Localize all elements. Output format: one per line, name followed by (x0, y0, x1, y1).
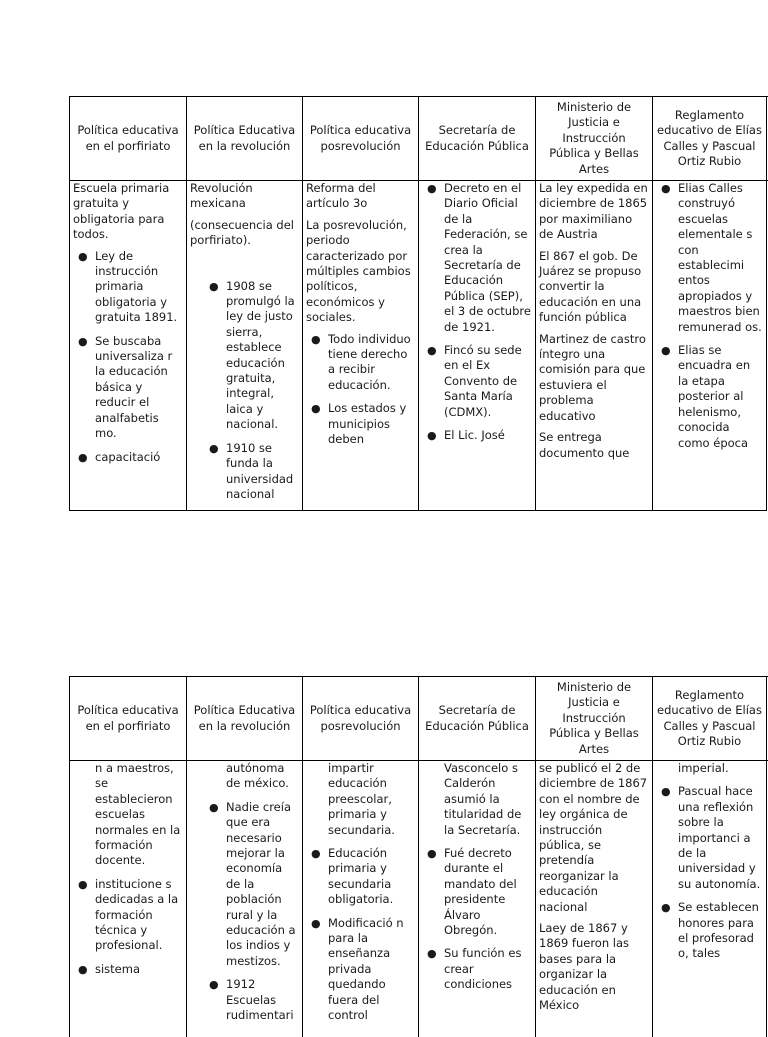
bullet-list (73, 761, 183, 977)
bullet-list (422, 181, 532, 444)
bullet-item: ● Fué decreto durante el mandato del presidente Álvaro Obregón. (444, 846, 532, 938)
cell-text: Revolución mexicana (190, 181, 253, 211)
cell-text: Escuela primaria gratuita y obligatoria para todos. (73, 181, 170, 242)
cell-sep (419, 181, 536, 511)
cell-text: imperial. (678, 761, 729, 775)
header-sep: Secretaría de Educación Pública (419, 97, 536, 180)
header-ministerio: Ministerio de Justicia e Instrucción Pública y Bellas Artes (536, 97, 653, 180)
bullet-item-continued (444, 761, 532, 838)
bullet-item: ● 1910 se funda la universidad nacional (226, 441, 299, 503)
header-reglamento: Reglamento educativo de Elías Calles y Pascual Ortiz Rubio (653, 97, 767, 180)
cell-text: n a maestros, se establecieron escuelas normales en la formación docente. (95, 761, 181, 868)
bullet-item: ● Educación primaria y secundaria obligatoria. (328, 846, 415, 908)
table-page-2 (69, 676, 768, 1037)
cell-text: Reforma del artículo 3o (306, 181, 376, 211)
bullet-item: ● Elias Calles construyó escuelas elementale s con establecimi entos apropiados y maestros bien remunerad os. (678, 181, 763, 335)
bullet-item: ● Modificació n para la enseñanza privada quedando fuera del control (328, 916, 415, 1024)
bullet-item: ● capacitació (95, 450, 183, 465)
bullet-item: ● Fincó su sede en el Ex Convento de Santa María (CDMX). (444, 343, 532, 420)
cell-text: El 867 el gob. De Juárez se propuso convertir la educación en una función pública (539, 248, 642, 325)
table-body-row (70, 761, 768, 1037)
bullet-list (190, 761, 299, 1024)
cell-text: La ley expedida en diciembre de 1865 por maximiliano de Austria (539, 181, 648, 242)
bullet-item: ● sistema (95, 962, 183, 977)
bullet-item: ● Se buscaba universaliza r la educación básica y reducir el analfabetis mo. (95, 334, 183, 442)
header-revolucion: Política Educativa en la revolución (187, 97, 303, 180)
bullet-item: ● Todo individuo tiene derecho a recibir educación. (328, 332, 415, 394)
bullet-item: ● El Lic. José (444, 428, 532, 443)
cell-porfiriato (70, 181, 187, 511)
header-ministerio: Ministerio de Justicia e Instrucción Pública y Bellas Artes (536, 677, 653, 760)
bullet-list (656, 181, 763, 451)
cell-ministerio (536, 761, 653, 1037)
cell-text: Se entrega documento que (539, 430, 630, 460)
table-header-row (70, 97, 768, 181)
table-header-row (70, 677, 768, 761)
bullet-item: ● Ley de instrucción primaria obligatoria y gratuita 1891. (95, 249, 183, 326)
bullet-list (73, 249, 183, 465)
cell-text: Laey de 1867 y 1869 fueron las bases para la organizar la educación en México (539, 921, 630, 1013)
header-porfiriato: Política educativa en el porfiriato (70, 97, 187, 180)
cell-reglamento (653, 761, 767, 1037)
cell-text: (consecuencia del porfiriato). (190, 217, 294, 248)
bullet-item: ● Nadie creía que era necesario mejorar la economía de la población rural y la educación a los indios y mestizos. (226, 800, 299, 969)
bullet-item: ● Se establecen honores para el profesorad o, tales (678, 900, 763, 962)
bullet-item: ● 1912 Escuelas rudimentari (226, 977, 299, 1023)
cell-revolucion (187, 761, 303, 1037)
bullet-list (306, 761, 415, 1024)
bullet-item-continued (328, 761, 415, 838)
bullet-list (190, 279, 299, 503)
bullet-item: ● Decreto en el Diario Oficial de la Federación, se crea la Secretaría de Educación Pública (SEP), el 3 de octubre de 1921. (444, 181, 532, 335)
bullet-item: ● Pascual hace una reflexión sobre la importanci a de la universidad y su autonomía. (678, 784, 763, 892)
cell-sep (419, 761, 536, 1037)
cell-text: Martinez de castro íntegro una comisión para que estuviera el problema educativo (539, 331, 646, 423)
bullet-list (422, 761, 532, 993)
header-sep: Secretaría de Educación Pública (419, 677, 536, 760)
header-reglamento: Reglamento educativo de Elías Calles y Pascual Ortiz Rubio (653, 677, 767, 760)
bullet-item: ● institucione s dedicadas a la formación técnica y profesional. (95, 877, 183, 954)
cell-text: se publicó el 2 de diciembre de 1867 con el nombre de ley orgánica de instrucción pública, se pretendía reorganizar la educación nacional (539, 761, 648, 914)
cell-text: Vasconcelo s Calderón asumió la titularidad de la Secretaría. (444, 761, 522, 837)
bullet-item-continued (678, 761, 763, 776)
cell-revolucion (187, 181, 303, 511)
header-posrevolucion: Política educativa posrevolución (303, 677, 419, 760)
cell-posrevolucion (303, 181, 419, 511)
cell-text: impartir educación preescolar, primaria y secundaria. (328, 761, 395, 837)
bullet-list (656, 761, 763, 962)
bullet-list (306, 332, 415, 448)
cell-text: autónoma de méxico. (226, 761, 289, 791)
cell-text: La posrevolución, periodo caracterizado por múltiples cambios políticos, económicos y sociales. (306, 217, 411, 325)
bullet-item-continued (95, 761, 183, 869)
bullet-item-continued (226, 761, 299, 792)
bullet-item: ● 1908 se promulgó la ley de justo sierra, establece educación gratuita, integral, laica y nacional. (226, 279, 299, 433)
cell-ministerio (536, 181, 653, 511)
table-page-1 (69, 96, 768, 511)
header-revolucion: Política Educativa en la revolución (187, 677, 303, 760)
bullet-item: ● Su función es crear condiciones (444, 946, 532, 992)
header-posrevolucion: Política educativa posrevolución (303, 97, 419, 180)
bullet-item: ● Los estados y municipios deben (328, 401, 415, 447)
bullet-item: ● Elias se encuadra en la etapa posterior al helenismo, conocida como época (678, 343, 763, 451)
cell-reglamento (653, 181, 767, 511)
table-body-row (70, 181, 768, 511)
cell-posrevolucion (303, 761, 419, 1037)
header-porfiriato: Política educativa en el porfiriato (70, 677, 187, 760)
cell-porfiriato (70, 761, 187, 1037)
